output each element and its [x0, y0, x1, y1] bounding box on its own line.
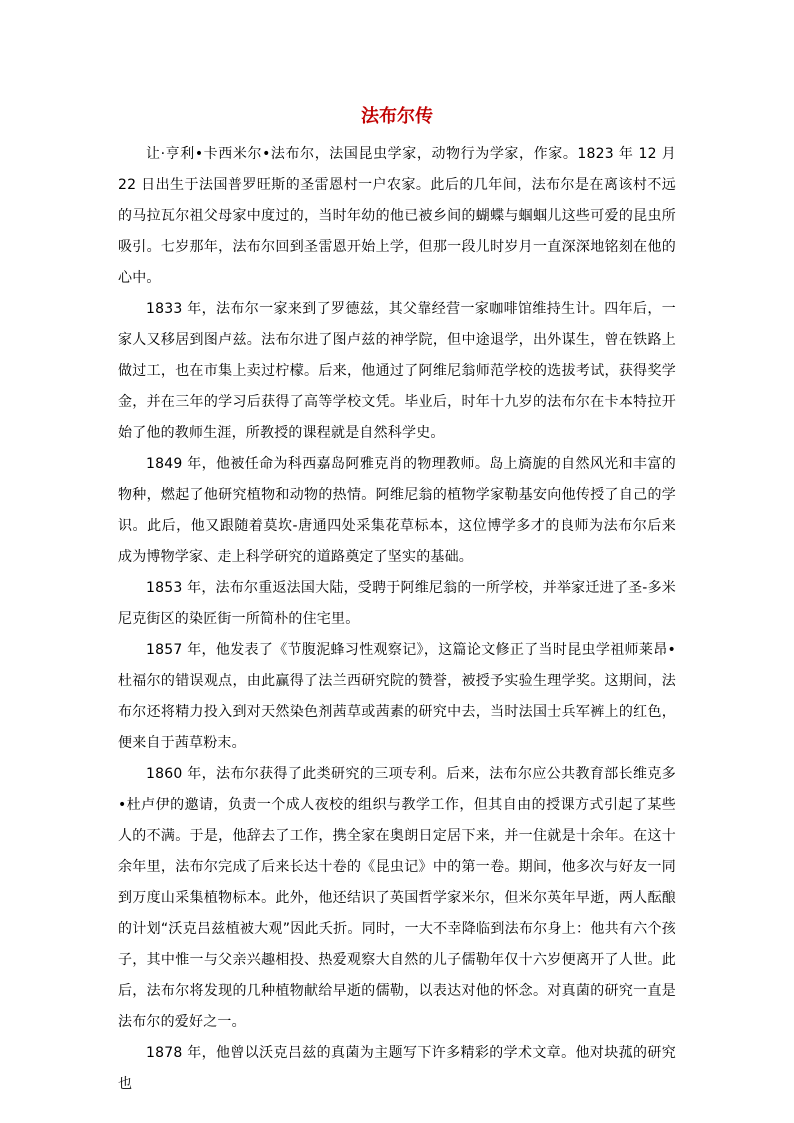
paragraph-1: 让·亨利•卡西米尔•法布尔，法国昆虫学家，动物行为学家，作家。1823 年 12 月22 日出生于法国普罗旺斯的圣雷恩村一户农家。此后的几年间，法布尔是在离该村不远的马拉瓦尔祖父母家中度过的，当时年幼的他已被乡间的蝴蝶与蝈蝈儿这些可爱的昆虫所吸引。七岁那年，法布尔回到圣雷恩开始上学，但那一段儿时岁月一直深深地铭刻在他的心中。 [118, 146, 676, 286]
paragraph-6: 1860 年，法布尔获得了此类研究的三项专利。后来，法布尔应公共教育部长维克多•杜卢伊的邀请，负责一个成人夜校的组织与教学工作，但其自由的授课方式引起了某些人的不满。于是，他辞去了工作，携全家在奥朗日定居下来，并一住就是十余年。在这十余年里，法布尔完成了后来长达十卷的《昆虫记》中的第一卷。期间，他多次与好友一同到万度山采集植物标本。此外，他还结识了英国哲学家米尔，但米尔英年早逝，两人酝酿的计划“沃克吕兹植被大观”因此夭折。同时，一大不幸降临到法布尔身上：他共有六个孩子，其中惟一与父亲兴趣相投、热爱观察大自然的儿子儒勒年仅十六岁便离开了人世。此后，法布尔将发现的几种植物献给早逝的儒勒，以表达对他的怀念。对真菌的研究一直是法布尔的爱好之一。 [118, 766, 676, 1030]
paragraph-7: 1878 年，他曾以沃克吕兹的真菌为主题写下许多精彩的学术文章。他对块菰的研究也 [118, 1045, 676, 1092]
paragraph-3: 1849 年，他被任命为科西嘉岛阿雅克肖的物理教师。岛上旖旎的自然风光和丰富的物种，燃起了他研究植物和动物的热情。阿维尼翁的植物学家勒基安向他传授了自己的学识。此后，他又跟随着莫坎-唐通四处采集花草标本，这位博学多才的良师为法布尔后来成为博物学家、走上科学研究的道路奠定了坚实的基础。 [118, 456, 676, 565]
document-body [118, 139, 676, 1100]
document-title: 法布尔传 [361, 106, 433, 127]
paragraph-4: 1853 年，法布尔重返法国大陆，受聘于阿维尼翁的一所学校，并举家迁进了圣-多米尼克街区的染匠街一所简朴的住宅里。 [118, 580, 676, 627]
paragraph-5: 1857 年，他发表了《节腹泥蜂习性观察记》，这篇论文修正了当时昆虫学祖师莱昂•杜福尔的错误观点，由此赢得了法兰西研究院的赞誉，被授予实验生理学奖。这期间，法布尔还将精力投入到对天然染色剂茜草或茜素的研究中去，当时法国士兵军裤上的红色，便来自于茜草粉末。 [118, 642, 676, 751]
paragraph-2: 1833 年，法布尔一家来到了罗德兹，其父靠经营一家咖啡馆维持生计。四年后，一家人又移居到图卢兹。法布尔进了图卢兹的神学院，但中途退学，出外谋生，曾在铁路上做过工，也在市集上卖过柠檬。后来，他通过了阿维尼翁师范学校的选拔考试，获得奖学金，并在三年的学习后获得了高等学校文凭。毕业后，时年十九岁的法布尔在卡本特拉开始了他的教师生涯，所教授的课程就是自然科学史。 [118, 301, 676, 441]
